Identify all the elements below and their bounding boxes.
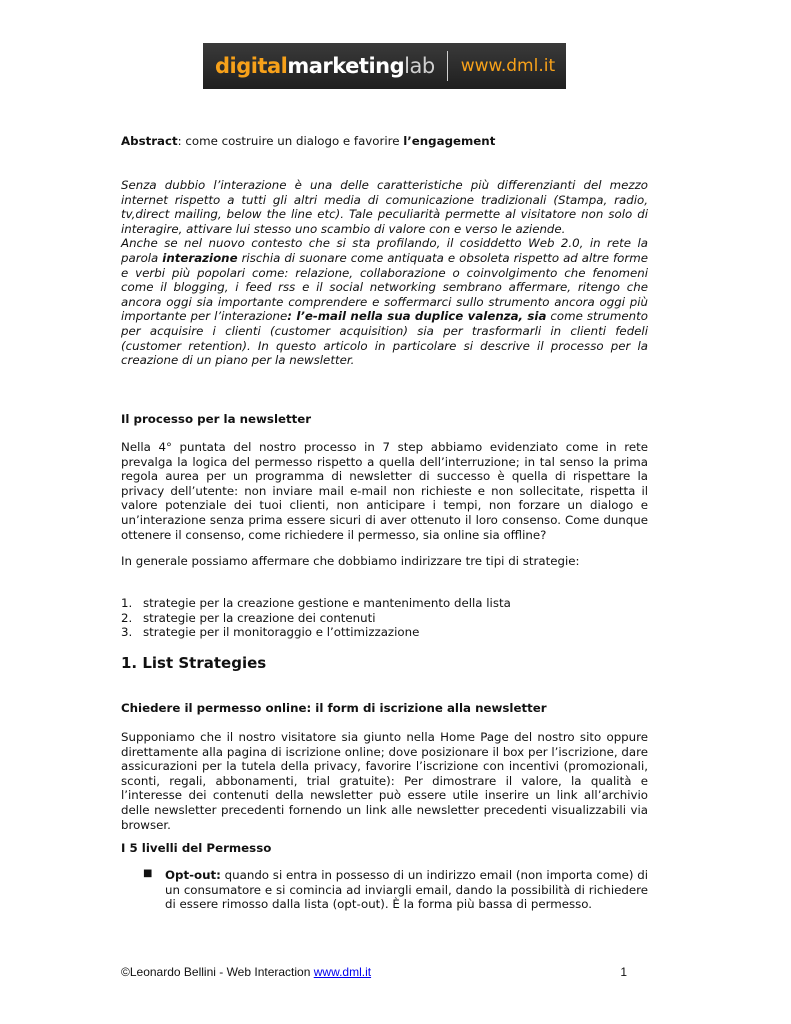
logo-url: www.dml.it: [460, 56, 556, 76]
newsletter-paragraph-2: In generale possiamo affermare che dobbiamo indirizzare tre tipi di strategie:: [121, 554, 580, 568]
intro-p2-c: come strumento per acquisire i clienti (customer acquisition) sia per trasformarli in clienti fedeli (customer retention). In questo articolo in particolare si descrive il processo per la creazione di un piano per la newsletter.: [121, 309, 648, 368]
intro-p2: [121, 236, 648, 367]
list-item: [121, 611, 648, 626]
page-number: 1: [620, 965, 627, 979]
list-item: [121, 596, 648, 611]
list-text: strategie per la creazione gestione e mantenimento della lista: [143, 596, 511, 610]
list-number: 1.: [121, 596, 133, 610]
section-title-permesso: Chiedere il permesso online: il form di iscrizione alla newsletter: [121, 701, 547, 715]
footer-credit: ©Leonardo Bellini - Web Interaction: [121, 965, 314, 979]
permesso-paragraph: Supponiamo che il nostro visitatore sia giunto nella Home Page del nostro sito oppure direttamente alla pagina di iscrizione online; dove posizionare il box per l’iscrizione, dare assicurazioni per la tutela della privacy, favorire l’iscrizione con incentivi (promozionali, sconti, regali, abbonamenti, trial gratuite): Per dimostrare il valore, la qualità e l’interesse dei contenuti della newsletter può essere utile inserire un link all’archivio delle newsletter precedenti fornendo un link alle newsletter precedenti visualizzabili via browser.: [121, 730, 648, 832]
abstract-label: Abstract: [121, 134, 178, 148]
logo-divider: [447, 51, 448, 81]
abstract-text: : come costruire un dialogo e favorire: [177, 134, 404, 148]
intro-p2-bold2: : l’e-mail nella sua duplice valenza, sia: [287, 309, 547, 324]
intro-p1: Senza dubbio l’interazione è una delle caratteristiche più differenzianti del mezzo internet rispetto a tutti gli altri media di comunicazione tradizionali (Stampa, radio, tv,direct mailing, below the line etc). Tale peculiarità permette al visitatore non solo di interagire, attivare lui stesso uno scambio di valore con e verso le aziende.: [121, 178, 648, 236]
list-text: strategie per la creazione dei contenuti: [143, 610, 376, 625]
heading-list-strategies: 1. List Strategies: [121, 654, 267, 672]
newsletter-paragraph-1: Nella 4° puntata del nostro processo in 7 step abbiamo evidenziato come in rete prevalga la logica del permesso rispetto a quella dell’interruzione; in tal senso la prima regola aurea per un programma di newsletter di successo è quella di rispettare la privacy dell’utente: non inviare mail e-mail non richieste e non sollecitate, rispetta il valore potenziale dei tuoi clienti, non anticipare i tempi, non forzare un dialogo e un’interazione senza prima essere sicuri di aver ottenuto il loro consenso. Come dunque ottenere il consenso, come richiedere il permesso, sia online sia offline?: [121, 440, 648, 542]
intro-paragraph: [121, 178, 648, 368]
section-title-livelli: I 5 livelli del Permesso: [121, 841, 272, 855]
strategy-list: [121, 596, 648, 640]
square-bullet-icon: ■: [143, 868, 153, 879]
section-title-newsletter: Il processo per la newsletter: [121, 412, 312, 426]
list-text: strategie per il monitoraggio e l’ottimizzazione: [143, 625, 420, 640]
page-footer: [121, 965, 627, 979]
footer-link[interactable]: www.dml.it: [313, 965, 372, 979]
dml-logo-banner: [203, 43, 566, 89]
logo-lab: lab: [404, 54, 435, 78]
abstract-bold-end: l’engagement: [403, 134, 496, 148]
intro-p2-bold: interazione: [162, 250, 238, 265]
optout-text: quando si entra in possesso di un indirizzo email (non importa come) di un consumatore e si comincia ad inviargli email, dando la possibilità di richiedere di essere rimosso dalla lista (opt-out). È la forma più bassa di permesso.: [165, 868, 648, 912]
list-number: 2.: [121, 610, 133, 625]
optout-item: [165, 868, 648, 912]
abstract-line: [121, 134, 648, 149]
optout-label: Opt-out:: [165, 868, 221, 882]
list-item: [121, 625, 648, 640]
intro-p2-a: Anche se nel nuovo contesto che si sta profilando, il cosiddetto Web 2.0, in rete la parola: [121, 236, 648, 265]
list-number: 3.: [121, 625, 133, 640]
logo-marketing: marketing: [287, 54, 405, 78]
intro-p2-b: rischia di suonare come antiquata e obsoleta rispetto ad altre forme e verbi più popolari come: relazione, collaborazione o coinvolgimento che fenomeni come il blogging, i feed rss e il social networking sembrano affermare, ritengo che ancora oggi sia importante comprendere e soffermarci sullo strumento ancora oggi più importante per l’interazione: [121, 250, 648, 324]
logo-digital: digital: [215, 54, 288, 78]
